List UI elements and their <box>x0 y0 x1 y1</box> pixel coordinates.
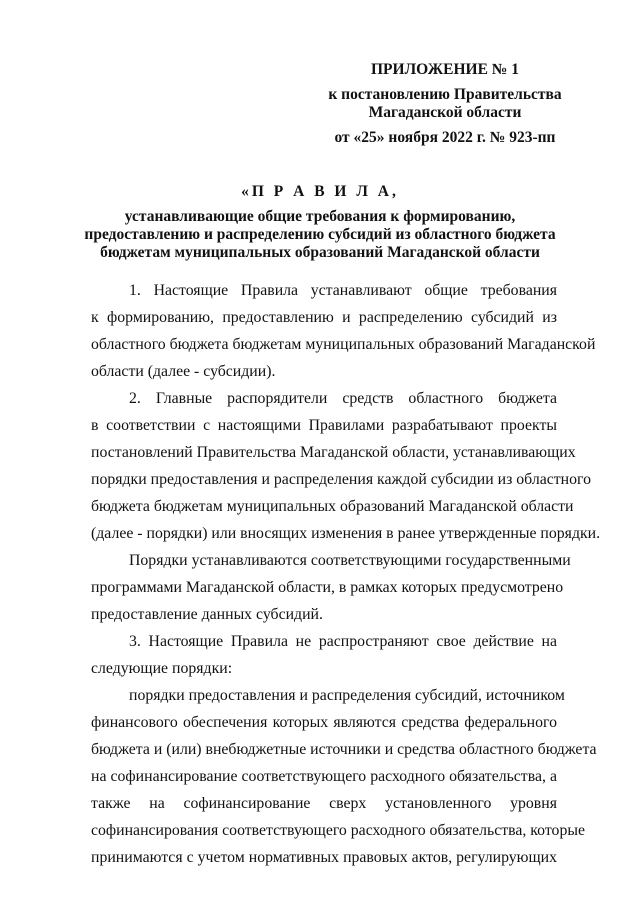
body-line: 1. Настоящие Правила устанавливают общие требования <box>129 282 557 299</box>
document-subtitle-text-2: предоставлению и распределению субсидий из областного бюджета <box>84 226 556 243</box>
body-line: финансового обеспечения которых являются средства федерального <box>91 714 557 731</box>
document-subtitle-text-3: бюджетам муниципальных образований Магаданской области <box>100 244 540 261</box>
document-subtitle-line-2 <box>70 225 570 244</box>
body-line: в соответствии с настоящими Правилами разрабатывают проекты <box>91 417 557 434</box>
document-subtitle-line-1 <box>70 207 570 226</box>
body-line: бюджета бюджетам муниципальных образований Магаданской области <box>91 498 574 515</box>
body-line: 2. Главные распорядители средств областного бюджета <box>129 390 557 407</box>
body-line: принимаются с учетом нормативных правовых актов, регулирующих <box>91 849 557 866</box>
body-line: постановлений Правительства Магаданской области, устанавливающих <box>91 444 576 461</box>
body-line: следующие порядки: <box>91 660 233 677</box>
document-title-text: «П Р А В И Л А, <box>241 183 399 200</box>
appendix-title-text: ПРИЛОЖЕНИЕ № 1 <box>371 61 519 78</box>
body-line: 3. Настоящие Правила не распространяют свое действие на <box>129 633 557 650</box>
body-line: софинансирования соответствующего расходного обязательства, которые <box>91 822 585 839</box>
body-line: на софинансирование соответствующего расходного обязательства, а <box>91 768 557 785</box>
body-line: Порядки устанавливаются соответствующими государственными <box>129 552 571 569</box>
appendix-date-text: от «25» ноября 2022 г. № 923-пп <box>334 129 556 146</box>
document-title <box>70 182 570 201</box>
appendix-region-text: Магаданской области <box>368 104 522 121</box>
body-line: программами Магаданской области, в рамках которых предусмотрено <box>91 579 564 596</box>
appendix-title <box>300 60 590 79</box>
body-line: к формированию, предоставлению и распределению субсидий из <box>91 309 557 326</box>
appendix-resolution-text: к постановлению Правительства <box>328 86 562 103</box>
body-line: также на софинансирование сверх установленного уровня <box>91 795 557 812</box>
body-line: предоставление данных субсидий. <box>91 606 323 623</box>
body-line: области (далее - субсидии). <box>91 363 276 380</box>
body-line: порядки предоставления и распределения каждой субсидии из областного <box>91 471 591 488</box>
body-line: (далее - порядки) или вносящих изменения в ранее утвержденные порядки. <box>91 525 601 542</box>
body-line: порядки предоставления и распределения субсидий, источником <box>129 687 565 704</box>
document-subtitle-text-1: устанавливающие общие требования к формированию, <box>124 208 516 225</box>
appendix-date-line <box>300 128 590 147</box>
appendix-region-line <box>300 103 590 122</box>
body-line: бюджета и (или) внебюджетные источники и средства областного бюджета <box>91 741 597 758</box>
body-line: областного бюджета бюджетам муниципальных образований Магаданской <box>91 336 596 353</box>
appendix-resolution-line <box>300 85 590 104</box>
document-subtitle-line-3 <box>70 243 570 262</box>
